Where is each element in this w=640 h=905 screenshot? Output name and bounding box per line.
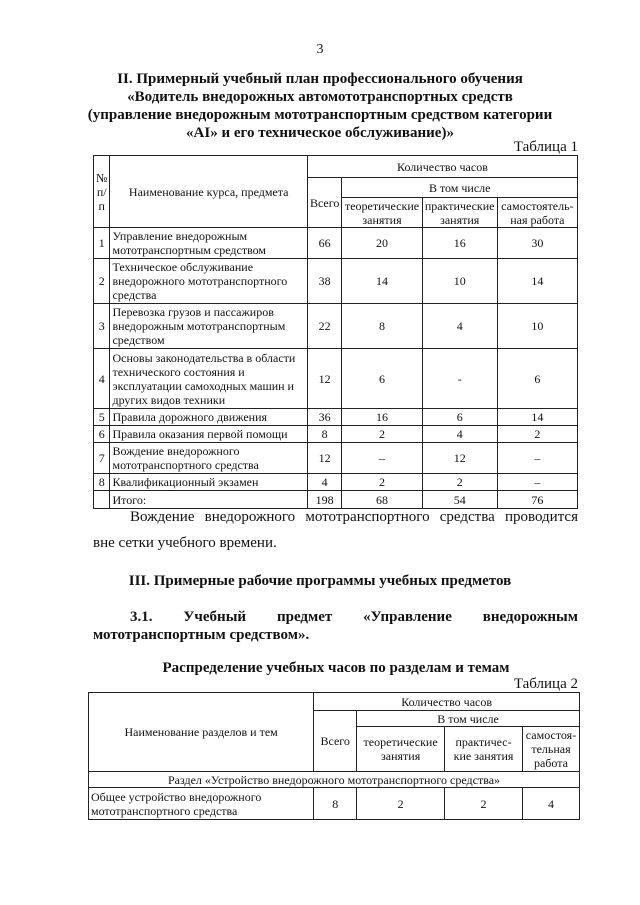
header-practice: практичес-кие занятия: [445, 727, 523, 772]
cell-practice: 2: [445, 788, 523, 820]
cell-self: –: [497, 474, 577, 491]
cell-self: 6: [497, 349, 577, 409]
cell-total: 8: [307, 426, 342, 443]
table2: [88, 692, 580, 820]
subject-line: 3.1. Учебный предмет «Управление внедорожным: [130, 609, 578, 625]
cell-theory: 68: [342, 491, 422, 509]
cell-practice: 4: [422, 304, 497, 349]
cell-num: 8: [94, 474, 110, 491]
cell-practice: 6: [422, 409, 497, 426]
cell-theory: 16: [342, 409, 422, 426]
cell-name: Правила оказания первой помощи: [110, 426, 307, 443]
header-theory: теоретические занятия: [357, 727, 445, 772]
header-practice: практические занятия: [422, 198, 497, 228]
cell-total: 22: [307, 304, 342, 349]
header-name: Наименование разделов и тем: [89, 693, 314, 772]
cell-theory: 8: [342, 304, 422, 349]
cell-theory: 2: [342, 426, 422, 443]
cell-total: 36: [307, 409, 342, 426]
cell-empty: [94, 491, 110, 509]
cell-total: 38: [307, 259, 342, 304]
header-self: самостоятель-ная работа: [497, 198, 577, 228]
cell-num: 3: [94, 304, 110, 349]
table-row: [94, 443, 578, 474]
table-row: [94, 426, 578, 443]
cell-theory: 6: [342, 349, 422, 409]
subject-line: мототранспортным средством».: [93, 627, 310, 643]
header-total: Всего: [307, 178, 342, 228]
cell-theory: 2: [357, 788, 445, 820]
cell-self: 14: [497, 259, 577, 304]
title-line: «Водитель внедорожных автомототранспортных средств: [127, 89, 513, 105]
total-row: [94, 491, 578, 509]
cell-total: 12: [307, 443, 342, 474]
header-theory: теоретические занятия: [342, 198, 422, 228]
table1-label: Таблица 1: [513, 139, 578, 155]
cell-practice: 12: [422, 443, 497, 474]
title-line: «AI» и его техническое обслуживание)»: [186, 125, 454, 141]
title-line: II. Примерный учебный план профессионального обучения: [117, 71, 523, 87]
note-line: Вождение внедорожного мототранспортного средства проводится: [130, 509, 578, 525]
cell-practice: -: [422, 349, 497, 409]
cell-num: 2: [94, 259, 110, 304]
cell-total: 198: [307, 491, 342, 509]
table-row: [94, 349, 578, 409]
cell-practice: 16: [422, 228, 497, 259]
table-row: [94, 259, 578, 304]
section3-title: III. Примерные рабочие программы учебных предметов: [128, 573, 512, 589]
table-row: [94, 409, 578, 426]
cell-theory: 20: [342, 228, 422, 259]
header-hours: Количество часов: [307, 156, 577, 178]
cell-num: 5: [94, 409, 110, 426]
cell-num: 7: [94, 443, 110, 474]
cell-name: Общее устройство внедорожного мототранспортного средства: [89, 788, 314, 820]
page-number: 3: [316, 42, 324, 57]
cell-total: 66: [307, 228, 342, 259]
title-line: (управление внедорожным мототранспортным средством категории: [87, 107, 553, 123]
cell-num: 6: [94, 426, 110, 443]
header-self: самостоя-тельная работа: [522, 727, 579, 772]
distribution-title: Распределение учебных часов по разделам и темам: [162, 660, 510, 676]
table-row: [94, 474, 578, 491]
cell-theory: –: [342, 443, 422, 474]
cell-practice: 4: [422, 426, 497, 443]
header-hours: Количество часов: [314, 693, 580, 711]
cell-total: 8: [314, 788, 357, 820]
cell-self: 14: [497, 409, 577, 426]
cell-total: 12: [307, 349, 342, 409]
table-row: [94, 228, 578, 259]
cell-name: Перевозка грузов и пассажиров внедорожным мототранспортным средством: [110, 304, 307, 349]
cell-self: 2: [497, 426, 577, 443]
table-row: [89, 788, 580, 820]
cell-self: 10: [497, 304, 577, 349]
section2-title: [70, 70, 570, 142]
cell-name: Квалификационный экзамен: [110, 474, 307, 491]
header-name: Наименование курса, предмета: [110, 156, 307, 228]
header-total: Всего: [314, 711, 357, 772]
cell-theory: 2: [342, 474, 422, 491]
cell-name: Техническое обслуживание внедорожного мототранспортного средства: [110, 259, 307, 304]
cell-self: 4: [522, 788, 579, 820]
table1: [93, 155, 578, 509]
cell-num: 1: [94, 228, 110, 259]
header-incl: В том числе: [357, 711, 580, 727]
table2-label: Таблица 2: [513, 676, 578, 692]
header-incl: В том числе: [342, 178, 578, 198]
cell-self: –: [497, 443, 577, 474]
cell-practice: 54: [422, 491, 497, 509]
cell-practice: 2: [422, 474, 497, 491]
section-row: Раздел «Устройство внедорожного мототранспортного средства»: [89, 772, 580, 788]
table-row: [94, 304, 578, 349]
cell-name: Вождение внедорожного мототранспортного средства: [110, 443, 307, 474]
cell-practice: 10: [422, 259, 497, 304]
cell-num: 4: [94, 349, 110, 409]
cell-self: 30: [497, 228, 577, 259]
note-line: вне сетки учебного времени.: [93, 535, 277, 551]
cell-theory: 14: [342, 259, 422, 304]
cell-name: Основы законодательства в области технического состояния и эксплуатации самоходных машин и других видов техники: [110, 349, 307, 409]
cell-name: Итого:: [110, 491, 307, 509]
cell-self: 76: [497, 491, 577, 509]
cell-name: Правила дорожного движения: [110, 409, 307, 426]
header-num: № п/п: [94, 156, 110, 228]
cell-total: 4: [307, 474, 342, 491]
cell-name: Управление внедорожным мототранспортным средством: [110, 228, 307, 259]
